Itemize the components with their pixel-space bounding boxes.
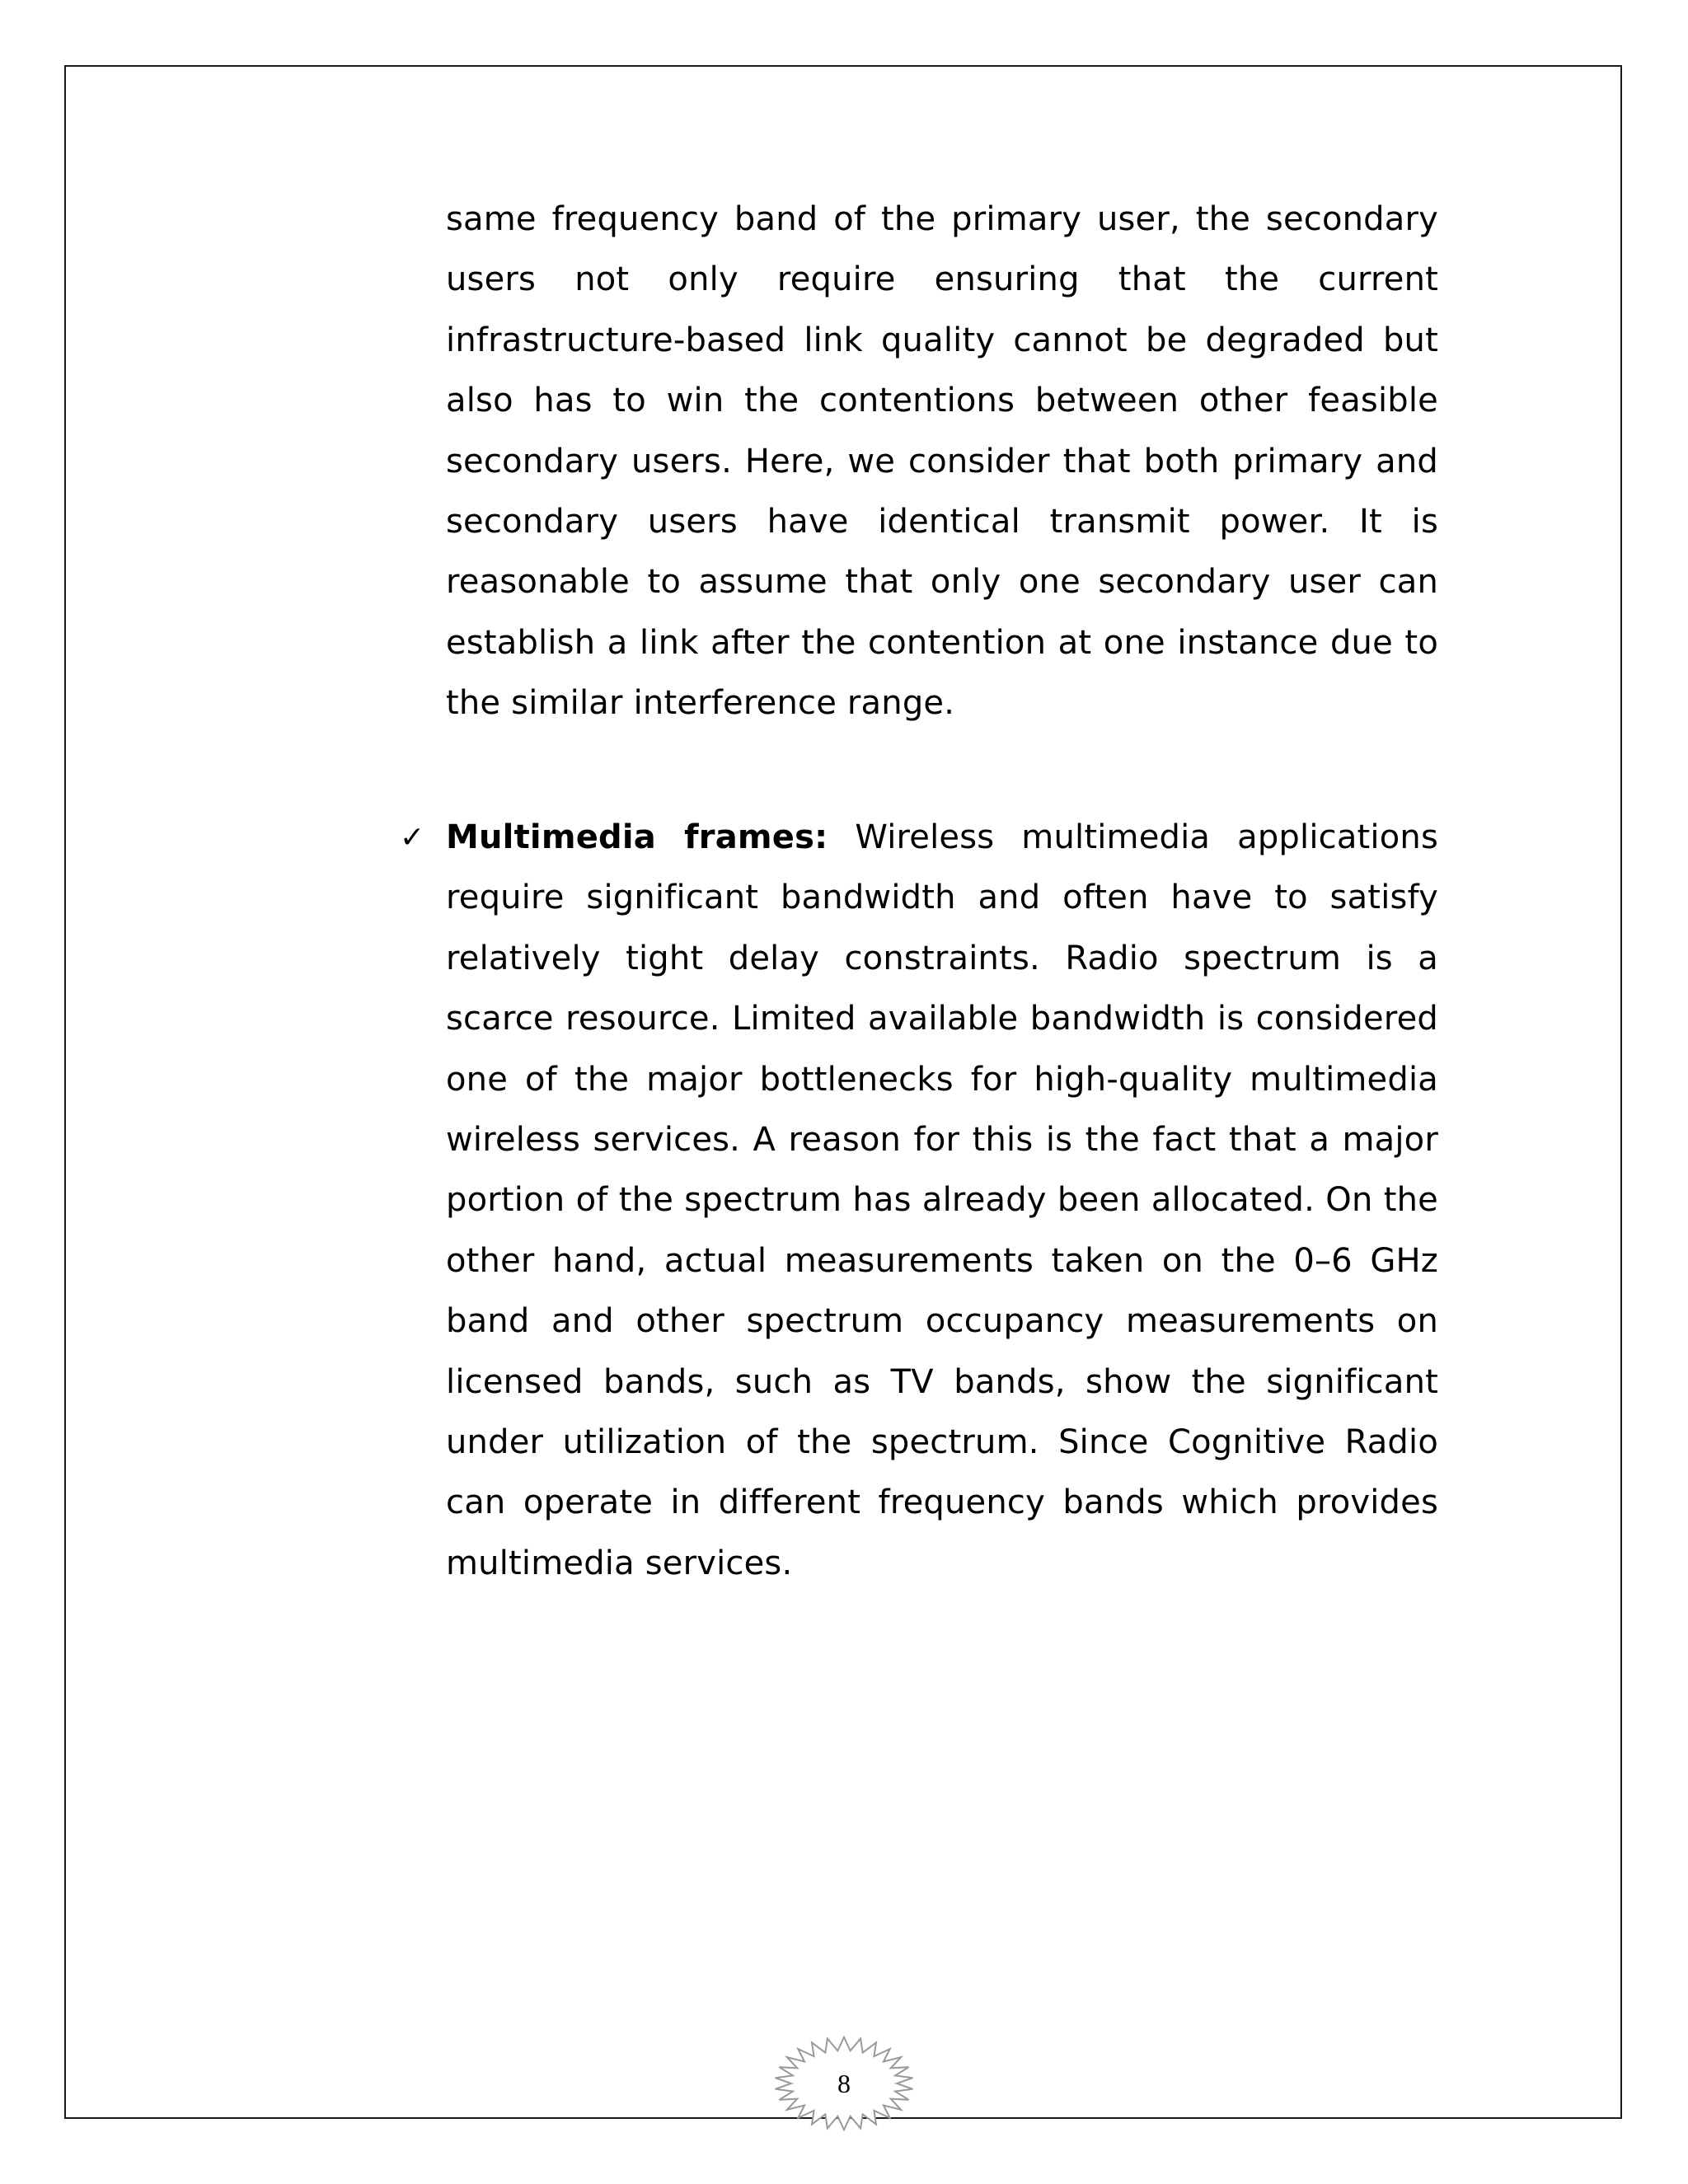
body-paragraph: same frequency band of the primary user, the secondary users not only require ensuring that the current infrastructure-based link quality cannot be degraded but also has to win the contentions between other feasible secondary users. Here, we consider that both primary and secondary users have identical transmit power. It is reasonable to assume that only one secondary user can establish a link after the contention at one instance due to the similar interference range. [446,200,1438,723]
page-number-badge [771,2036,917,2131]
bullet-text: Wireless multimedia applications require significant bandwidth and often have to satisfy relatively tight delay constraints. Radio spectrum is a scarce resource. Limited available bandwidth is considered one of the major bottlenecks for high-quality multimedia wireless services. A reason for this is the fact that a major portion of the spectrum has already been allocated. On the other hand, actual measurements taken on the 0–6 GHz band and other spectrum occupancy measurements on licensed bands, such as TV bands, show the significant under utilization of the spectrum. Since Cognitive Radio can operate in different frequency bands which provides multimedia services. [446,818,1439,1582]
checkmark-icon: ✓ [400,821,425,855]
bullet-term: Multimedia frames: [446,818,828,856]
page-number: 8 [837,2069,851,2098]
bullet-paragraph [446,808,1438,1594]
